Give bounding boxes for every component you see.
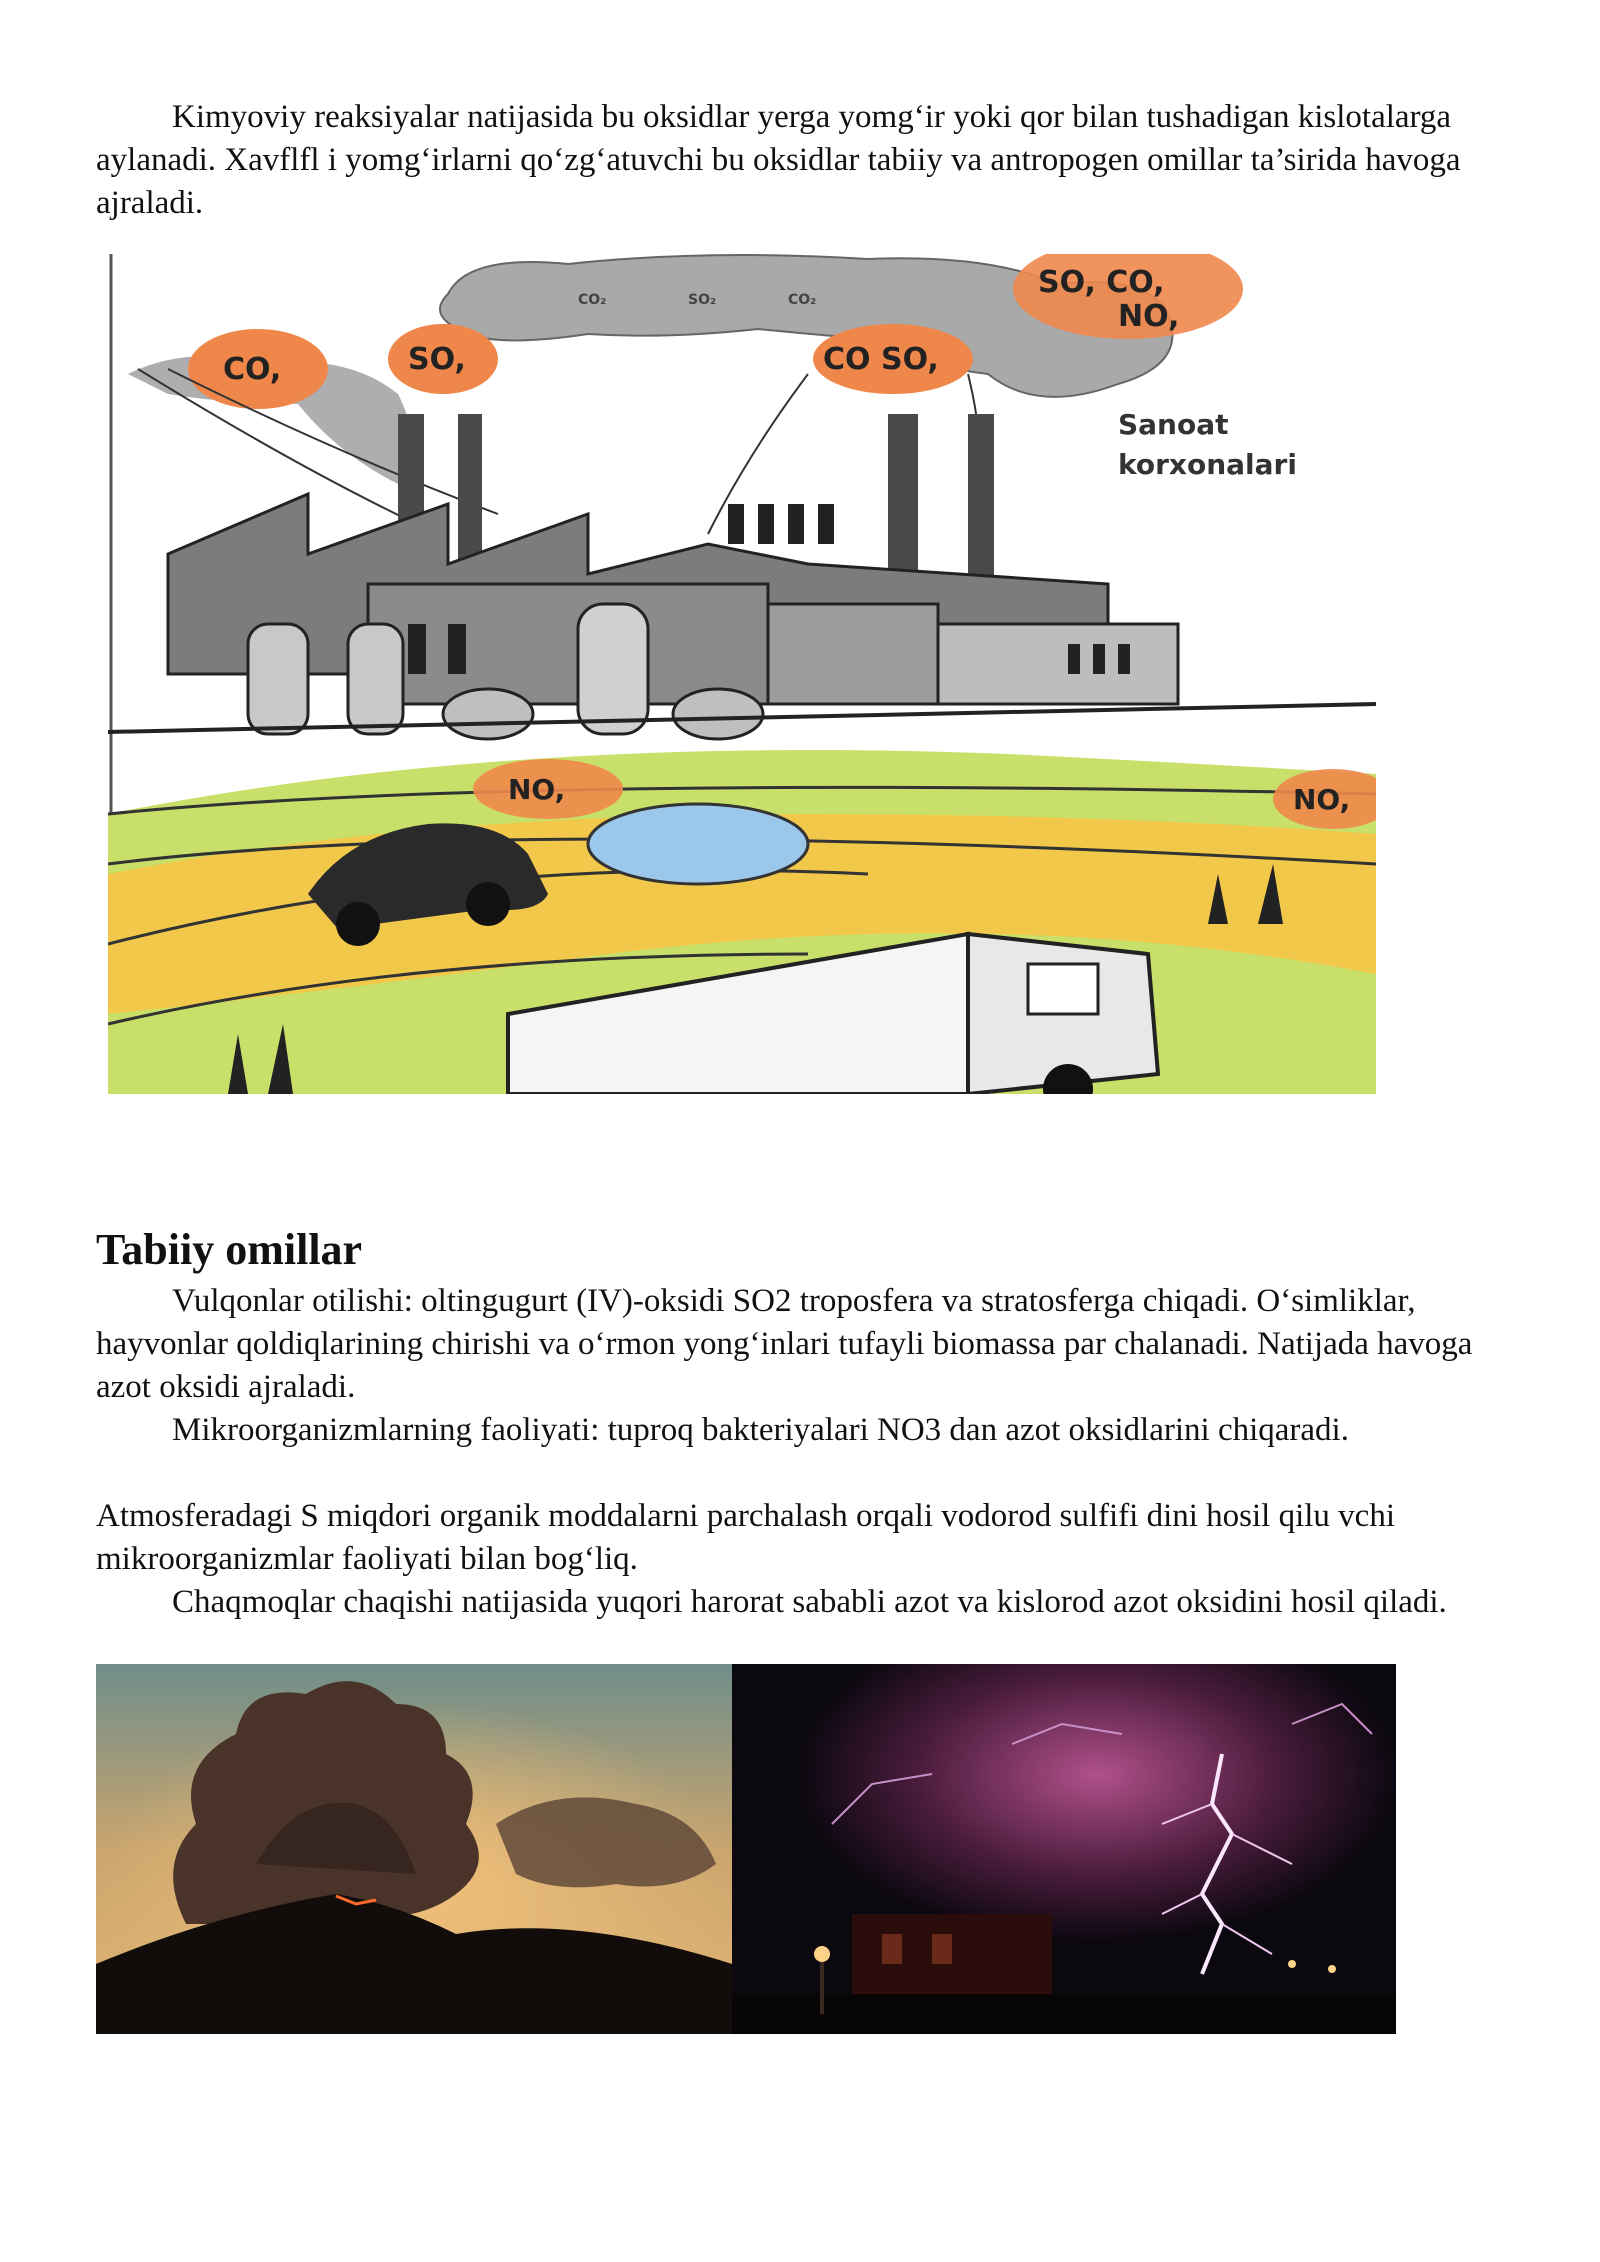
illustration-svg (108, 254, 1376, 1094)
cloud-label-3: CO₂ (788, 292, 817, 308)
cloud-label-2: SO₂ (688, 292, 717, 308)
left-co-label: CO, (223, 352, 282, 387)
section-paragraph-3: Atmosferadagi S miqdori organik moddalarni parchalash orqali vodorod sulfifi dini hosil qilu vchi mikroorganizmlar faoliyati bilan bog‘liq. (96, 1498, 1395, 1577)
lightning-photo (732, 1664, 1396, 2034)
section-paragraph-2: Mikroorganizmlarning faoliyati: tuproq bakteriyalari NO3 dan azot oksidlarini chiqaradi. (172, 1412, 1349, 1448)
top-right-label-1: SO, CO, (1038, 265, 1165, 300)
caption-line-1: Sanoat (1118, 408, 1229, 441)
section-heading: Tabiiy omillar (96, 1225, 363, 1274)
caption-line-2: korxonalari (1118, 448, 1297, 481)
section-paragraph-4: Chaqmoqlar chaqishi natijasida yuqori harorat sababli azot va kislorod azot oksidini hosil qiladi. (172, 1584, 1447, 1620)
no-right-label: NO, (1293, 783, 1351, 816)
intro-paragraph: Kimyoviy reaksiyalar natijasida bu oksidlar yerga yomg‘ir yoki qor bilan tushadigan kislotalarga aylanadi. Xavflfl i yomg‘irlarni qo‘zg‘atuvchi bu oksidlar tabiiy va antropogen omillar ta’sirida havoga ajraladi. (96, 99, 1461, 221)
volcano-photo (96, 1664, 732, 2034)
cloud-label-1: CO₂ (578, 292, 607, 308)
top-right-label-2: NO, (1118, 299, 1180, 334)
left-so-label: SO, (408, 342, 466, 377)
mid-coso-label: CO SO, (823, 342, 939, 377)
section-paragraph-1: Vulqonlar otilishi: oltingugurt (IV)-oksidi SO2 troposfera va stratosferga chiqadi. O‘simliklar, hayvonlar qoldiqlarining chirishi va o‘rmon yong‘inlari tufayli biomassa par chalanadi. Natijada havoga azot oksidi ajraladi. (96, 1283, 1473, 1405)
no-mid-label: NO, (508, 773, 566, 806)
industrial-pollution-illustration (108, 254, 1376, 1094)
